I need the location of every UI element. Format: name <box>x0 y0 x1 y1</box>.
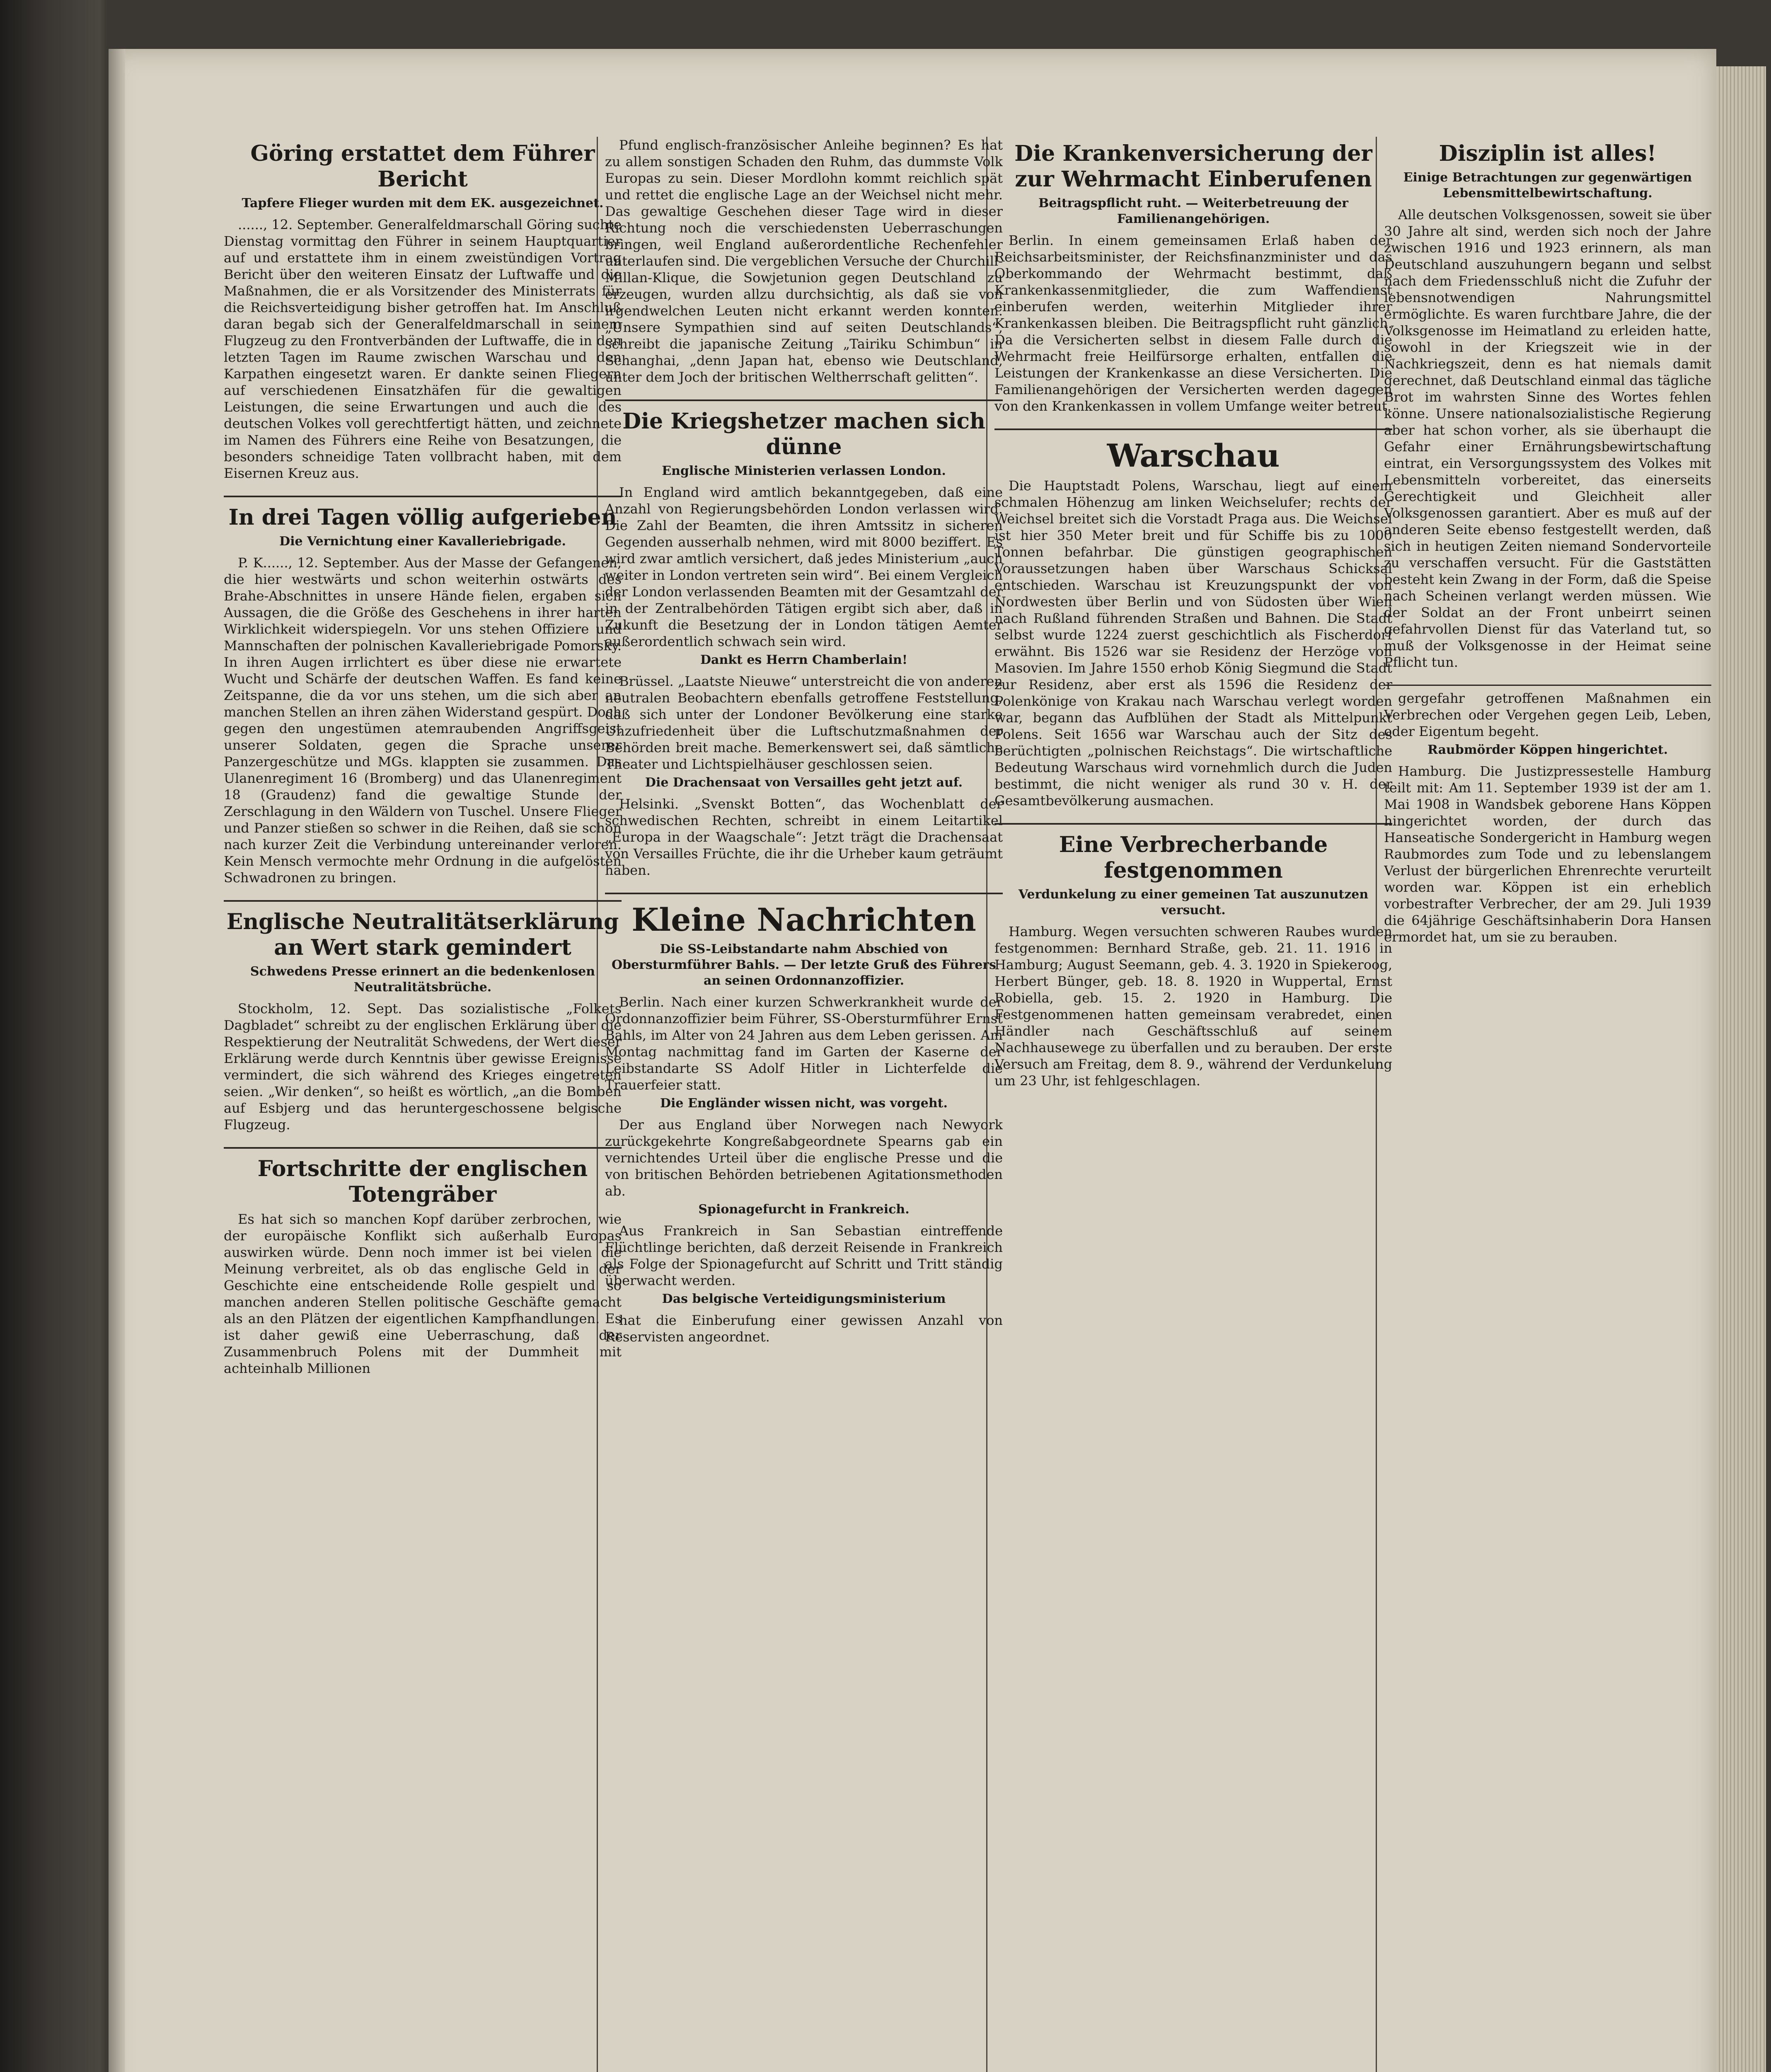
article-body: Pfund englisch-französischer Anleihe beginnen? Es hat zu allem sonstigen Schaden den Ruhm, das dummste Volk Europas zu sein. Dieser Mordlohn kommt reichlich spät und rettet die englische Lage an der Weichsel nicht mehr. Das gewaltige Geschehen dieser Tage wird in dieser Richtung noch die verschiedensten Ueberraschungen bringen, weil England außerordentliche Rechenfehler unterlaufen sind. Die vergeblichen Versuche der Churchill-Millan-Klique, die Sowjetunion gegen Deutschland zu erzeugen, wurden allzu durchsichtig, als daß sie von irgendwelchen Leuten nicht erkannt werden konnten. „Unsere Sympathien sind auf seiten Deutschlands“, schreibt die japanische Zeitung „Tairiku Schimbun“ in Schanghai, „denn Japan hat, ebenso wie Deutschland, unter dem Joch der britischen Weltherrschaft gelitten“. <box>605 137 1003 385</box>
article-krankenversicherung <box>994 141 1392 414</box>
article-body: Stockholm, 12. Sept. Das sozialistische „Folkets Dagbladet“ schreibt zu der englischen Erklärung über die Respektierung der Neutralität Schwedens, der Wert dieser Erklärung werde durch Kenntnis über gewisse Ereignisse vermindert, die sich während des Krieges eingetreten seien. „Wir denken“, so heißt es wörtlich, „an die Bomben auf Esbjerg und das heruntergeschossene belgische Flugzeug. <box>224 1001 622 1133</box>
article-kleine-nachrichten <box>605 902 1003 1345</box>
divider <box>224 496 622 497</box>
headline: In drei Tagen völlig aufgerieben <box>228 505 617 530</box>
divider <box>605 399 1003 401</box>
column-3 <box>994 137 1392 2072</box>
column-4 <box>1384 137 1711 2072</box>
article-anleihe-continued <box>605 137 1003 385</box>
article-body: P. K......, 12. September. Aus der Masse der Gefangenen, die hier westwärts und schon weiterhin ostwärts des Brahe-Abschnittes in unsere Hände fielen, ergaben sich Aussagen, die die Größe des Geschehens in ihrer harten Wirklichkeit widerspiegeln. Vor uns stehen Offiziere und Mannschaften der polnischen Kavalleriebrigade Pomorsky. In ihren Augen irrlichtert es über diese nie erwartete Wucht und Schärfe der deutschen Waffen. Es fand keine Zeitspanne, die da vor uns stehen, um die sich aber an manchen Stellen an ihren zähen Widerstand gespürt. Doch gegen den ungestümen atemraubenden Angriffsgeist unserer Soldaten, gegen die Sprache unserer Panzergeschütze und MGs. klappten sie zusammen. Das Ulanenregiment 16 (Bromberg) und das Ulanenregiment 18 (Graudenz) fand die gewaltige Stunde der Zerschlagung in den Wäldern von Tuschel. Unsere Flieger und Panzer stießen so schwer in die Reihen, daß sie schon nach kurzer Zeit die Verbindung untereinander verloren. Kein Mensch vermochte mehr Ordnung in die aufgelösten Schwadronen zu bringen. <box>224 555 622 886</box>
article-body: Der aus England über Norwegen nach Newyork zurückgekehrte Kongreßabgeordnete Spearns gab ein vernichtendes Urteil über die englische Presse und die von britischen Behörden betriebenen Agitationsmethoden ab. <box>605 1117 1003 1199</box>
headline: Disziplin ist alles! <box>1439 141 1657 166</box>
subheadline: Die SS-Leibstandarte nahm Abschied von Obersturmführer Bahls. — Der letzte Gruß des Führers an seinen Ordonnanzoffizier. <box>612 942 996 988</box>
article-body: Aus Frankreich in San Sebastian eintreffende Flüchtlinge berichten, daß derzeit Reisende in Frankreich als Folge der Spionagefurcht auf Schritt und Tritt ständig überwacht werden. <box>605 1223 1003 1288</box>
article-body: In England wird amtlich bekanntgegeben, daß eine Anzahl von Regierungsbehörden London verlassen wird. Die Zahl der Beamten, die ihren Amtssitz in sicheren Gegenden ausserhalb nehmen, wird mit 8000 beziffert. Es wird zwar amtlich versichert, daß jedes Ministerium „auch weiter in London vertreten sein wird“. Bei einem Vergleich der London verlassenden Beamten mit der Gesamtzahl der in der Zentralbehörden Tätigen ergibt sich aber, daß in Zukunft die Besetzung der in London tätigen Aemter außerordentlich schwach sein wird. <box>605 484 1003 649</box>
headline: Fortschritte der englischen Totengräber <box>257 1156 588 1207</box>
subheadline: Die Engländer wissen nicht, was vorgeht. <box>660 1096 948 1111</box>
article-totengraeber <box>224 1156 622 1377</box>
divider <box>224 900 622 902</box>
subheadline: Schwedens Presse erinnert an die bedenkenlosen Neutralitätsbrüche. <box>250 964 595 995</box>
divider <box>994 428 1392 430</box>
subheadline: Die Drachensaat von Versailles geht jetzt auf. <box>645 775 963 790</box>
article-body: Berlin. In einem gemeinsamen Erlaß haben der Reichsarbeitsminister, der Reichsfinanzminister und das Oberkommando der Wehrmacht bestimmt, daß Krankenkassenmitglieder, die zum Waffendienst einberufen werden, weiterhin Mitglieder ihrer Krankenkassen bleiben. Die Beitragspflicht ruht gänzlich. Da die Versicherten selbst in diesem Falle durch die Wehrmacht freie Heilfürsorge erhalten, entfallen die Leistungen der Krankenkasse an diese Versicherten. Die Familienangehörigen der Versicherten werden dagegen von den Krankenkassen in vollem Umfange weiter betreut. <box>994 232 1392 414</box>
binding-spine <box>109 49 125 2072</box>
headline: Göring erstattet dem Führer Bericht <box>250 141 595 192</box>
headline: Die Kriegshetzer machen sich dünne <box>622 409 985 460</box>
article-body: Helsinki. „Svenskt Botten“, das Wochenblatt der schwedischen Rechten, schreibt in einem Leitartikel „Europa in der Waagschale“: Jetzt trägt die Drachensaat von Versailles Früchte, die ihr die Urheber kaum geträumt haben. <box>605 796 1003 878</box>
subheadline: Einige Betrachtungen zur gegenwärtigen Lebensmittelbewirtschaftung. <box>1403 170 1692 201</box>
article-goering <box>224 141 622 482</box>
subheadline: Englische Ministerien verlassen London. <box>662 464 946 478</box>
column-1 <box>224 137 622 2072</box>
article-body: Hamburg. Die Justizpressestelle Hamburg teilt mit: Am 11. September 1939 ist der am 1. Mai 1908 in Wandsbek geborene Hans Köppen hingerichtet worden, der durch das Hanseatische Sondergericht in Hamburg wegen Raubmordes zum Tode und zu lebenslangem Verlust der bürgerlichen Ehrenrechte verurteilt worden war. Köppen ist ein erheblich vorbestrafter Verbrecher, der am 29. Juli 1939 die 64jährige Geschäftsinhaberin Dora Hansen ermordet hat, um sie zu berauben. <box>1384 763 1711 945</box>
headline: Englische Neutralitätserklärung an Wert stark gemindert <box>226 909 619 960</box>
article-verbrecherbande <box>994 832 1392 1089</box>
headline: Kleine Nachrichten <box>631 901 976 938</box>
subheadline: Raubmörder Köppen hingerichtet. <box>1427 743 1668 757</box>
article-neutralitaet <box>224 909 622 1133</box>
column-2 <box>605 137 1003 2072</box>
page-edges <box>1716 66 1766 2072</box>
article-disziplin <box>1384 141 1711 670</box>
divider <box>605 893 1003 894</box>
article-body: Die Hauptstadt Polens, Warschau, liegt auf einem schmalen Höhenzug am linken Weichselufer; rechts der Weichsel breitet sich die Vorstadt Praga aus. Die Weichsel ist hier 350 Meter breit und für Schiffe bis zu 1000 Tonnen befahrbar. Die günstigen geographischen Voraussetzungen haben über Warschaus Schicksal entschieden. Warschau ist Kreuzungspunkt der von Nordwesten über Berlin und von Südosten über Wien nach Rußland führenden Straßen und Bahnen. Die Stadt selbst wurde 1224 zuerst geschichtlich als Fischerdorf erwähnt. Bis 1526 war sie Residenz der Herzöge von Masovien. Im Jahre 1550 erhob König Siegmund die Stadt zur Residenz, aber erst als 1596 die Residenz der Polenkönige von Krakau nach Warschau verlegt worden war, begann das Aufblühen der Stadt als Mittelpunkt Polens. Seit 1656 war Warschau auch der Sitz des berüchtigten „polnischen Reichstags“. Die wirtschaftliche Bedeutung Warschaus wird vornehmlich durch die Juden bestimmt, die nicht weniger als rund 30 v. H. der Gesamtbevölkerung ausmachen. <box>994 478 1392 808</box>
subheadline: Das belgische Verteidigungsministerium <box>662 1292 946 1306</box>
article-kriegshetzer <box>605 409 1003 879</box>
subheadline: Tapfere Flieger wurden mit dem EK. ausgezeichnet. <box>242 196 604 211</box>
article-body: Brüssel. „Laatste Nieuwe“ unterstreicht die von anderen neutralen Beobachtern ebenfalls getroffene Feststellung, daß sich unter der Londoner Bevölkerung eine starke Unzufriedenheit über die Luftschutzmaßnahmen der Behörden breit mache. Bemerkenswert sei, daß sämtliche Theater und Lichtspielhäuser geschlossen seien. <box>605 673 1003 772</box>
article-body: Alle deutschen Volksgenossen, soweit sie über 30 Jahre alt sind, werden sich noch der Jahre zwischen 1916 und 1923 erinnern, als man Deutschland auszuhungern begann und selbst nach dem Friedensschluß nicht die Zufuhr der lebensnotwendigen Nahrungsmittel ermöglichte. Es waren furchtbare Jahre, die der Volksgenosse im Heimatland zu erleiden hatte, sowohl in der Kriegszeit wie in der Nachkriegszeit, denn es hat niemals damit gerechnet, daß Deutschland einmal das tägliche Brot im wahrsten Sinne des Wortes fehlen könne. Unsere nationalsozialistische Regierung aber hat schon vorher, als sie überhaupt die Gefahr einer Ernährungsbewirtschaftung eintrat, ein Versorgungssystem des Volkes mit Lebensmitteln vorbereitet, das einerseits Gerechtigkeit und Gleichheit aller Volksgenossen garantiert. Aber es muß auf der anderen Seite ebenso festgestellt werden, daß sich in heutigen Zeiten niemand Sondervorteile zu verschaffen versucht. Für die Gaststätten besteht kein Zwang in der Form, daß die Speise nach Scheinen verlangt werden müssen. Wie der Soldat an der Front unbeirrt seinen gefahrvollen Dienst für das Vaterland tut, so muß der Volksgenosse in der Heimat seine Pflicht tun. <box>1384 207 1711 670</box>
subheadline: Die Vernichtung einer Kavalleriebrigade. <box>279 534 566 549</box>
divider <box>994 823 1392 825</box>
article-body: Hamburg. Wegen versuchten schweren Raubes wurden festgenommen: Bernhard Straße, geb. 21. 11. 1916 in Hamburg; August Seemann, geb. 4. 3. 1920 in Spiekeroog, Herbert Bünger, geb. 18. 8. 1920 in Wuppertal, Ernst Robiella, geb. 15. 2. 1920 in Hamburg. Die Festgenommenen hatten gemeinsam verabredet, einen Händler nach Geschäftsschluß auf seinem Nachhausewege zu überfallen und zu berauben. Der erste Versuch am Freitag, dem 8. 9., während der Verdunkelung um 23 Uhr, ist fehlgeschlagen. <box>994 924 1392 1089</box>
article-body: Es hat sich so manchen Kopf darüber zerbrochen, wie der europäische Konflikt sich außerhalb Europas auswirken würde. Denn noch immer ist bei vielen die Meinung verbreitet, als ob das englische Geld in der Geschichte eine entscheidende Rolle gespielt und so manchen anderen Stellen politische Geschäfte gemacht als an den Plätzen der eigentlichen Kampfhandlungen. Es ist daher gewiß eine Ueberraschung, daß der Zusammenbruch Polens mit der Dummheit mit achteinhalb Millionen <box>224 1211 622 1376</box>
article-body: hat die Einberufung einer gewissen Anzahl von Reservisten angeordnet. <box>605 1312 1003 1345</box>
article-drei-tagen <box>224 505 622 886</box>
subheadline: Dankt es Herrn Chamberlain! <box>700 653 908 667</box>
article-warschau <box>994 438 1392 809</box>
divider <box>224 1147 622 1149</box>
article-raubmoerder <box>1384 685 1711 945</box>
subheadline: Spionagefurcht in Frankreich. <box>698 1202 910 1217</box>
subheadline: Beitragspflicht ruht. — Weiterbetreuung der Familienangehörigen. <box>1038 196 1348 226</box>
headline: Warschau <box>1107 437 1280 474</box>
article-body: Berlin. Nach einer kurzen Schwerkrankheit wurde der Ordonnanzoffizier beim Führer, SS-Obersturmführer Ernst Bahls, im Alter von 24 Jahren aus dem Leben gerissen. Am Montag nachmittag fand im Garten der Kaserne der Leibstandarte SS Adolf Hitler in Lichterfelde die Trauerfeier statt. <box>605 994 1003 1093</box>
headline: Eine Verbrecherbande festgenommen <box>1059 832 1328 883</box>
article-body: ......, 12. September. Generalfeldmarschall Göring suchte Dienstag vormittag den Führer in seinem Hauptquartier auf und erstattete ihm in einem zweistündigen Vortrag Bericht über den weiteren Einsatz der Luftwaffe und die Maßnahmen, die er als Vorsitzender des Ministerrats für die Reichsverteidigung bisher getroffen hat. Im Anschluß daran begab sich der Generalfeldmarschall in seinem Flugzeug zu den Frontverbänden der Luftwaffe, die in den letzten Tagen im Raume zwischen Warschau und den Karpathen eingesetzt waren. Er dankte seinen Fliegern auf verschiedenen Einsatzhäfen für die gewaltigen Leistungen, die seine Erwartungen und auch die des deutschen Volkes voll gerechtfertigt hätten, und zeichnete im Namen des Führers eine Reihe von Besatzungen, die besonders schneidige Taten vollbracht haben, mit dem Eisernen Kreuz aus. <box>224 217 622 481</box>
headline: Die Krankenversicherung der zur Wehrmacht Einberufenen <box>1014 141 1372 192</box>
article-body: gergefahr getroffenen Maßnahmen ein Verbrechen oder Vergehen gegen Leib, Leben, oder Eigentum begeht. <box>1384 690 1711 739</box>
subheadline: Verdunkelung zu einer gemeinen Tat auszunutzen versucht. <box>1018 887 1369 917</box>
